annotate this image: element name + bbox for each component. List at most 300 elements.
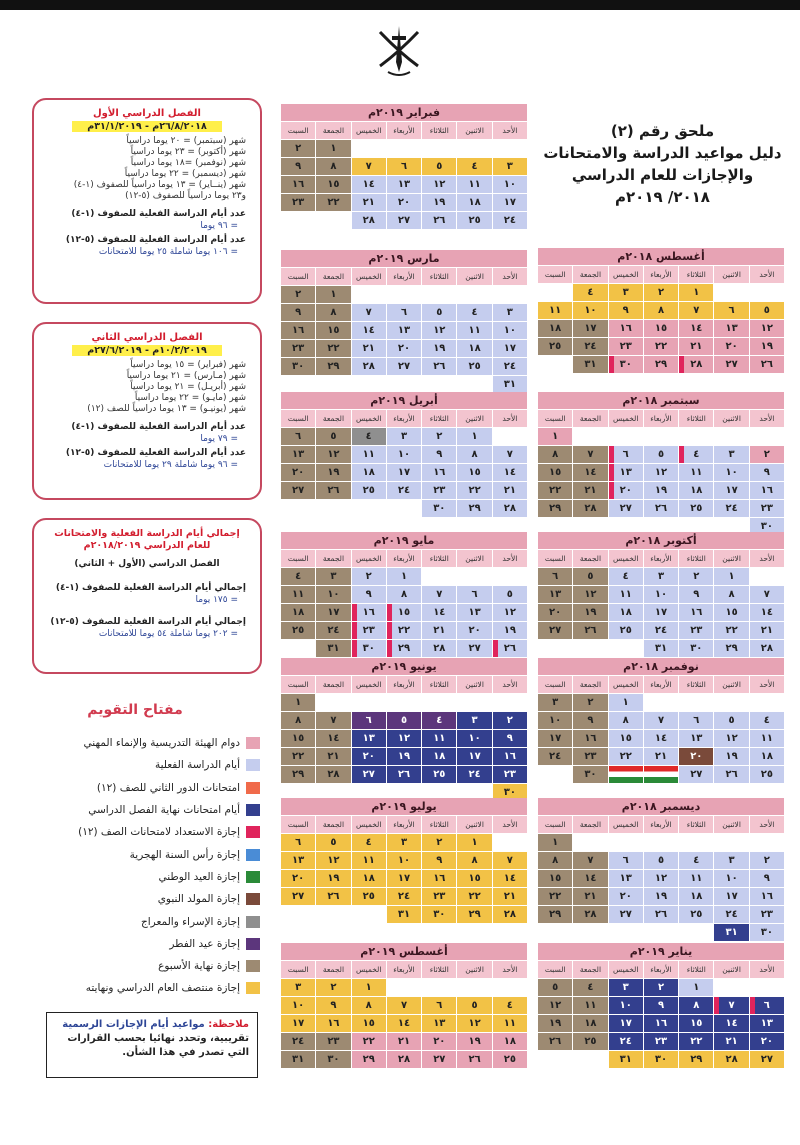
- day-cell: ١٦: [750, 482, 784, 499]
- day-cell: ٦: [750, 997, 784, 1014]
- weekday-header: الاثنين: [714, 266, 748, 283]
- day-cell: ٨: [644, 302, 678, 319]
- weekday-header: الاثنين: [457, 961, 491, 978]
- empty-cell: [493, 140, 527, 157]
- empty-cell: [316, 376, 350, 393]
- empty-cell: [538, 766, 572, 783]
- legend-title: مفتاح التقويم: [87, 702, 183, 718]
- day-cell: ١١: [281, 586, 315, 603]
- day-cell: ٩: [281, 158, 315, 175]
- empty-cell: [281, 500, 315, 517]
- month-title: أبريل ٢٠١٩م: [281, 392, 527, 409]
- day-cell: ٣: [387, 834, 421, 851]
- day-cell: ٢٥: [679, 906, 713, 923]
- day-cell: ٢٢: [714, 622, 748, 639]
- document-title: [540, 120, 785, 208]
- day-cell: ٢٩: [644, 356, 678, 373]
- day-cell: ٣٠: [352, 640, 386, 657]
- legend-item: [30, 799, 260, 821]
- day-cell: ٢٣: [352, 622, 386, 639]
- day-cell: ٢٢: [281, 748, 315, 765]
- day-cell: ٣: [493, 158, 527, 175]
- month-grid: [281, 816, 527, 923]
- day-cell: ٦: [422, 997, 456, 1014]
- empty-cell: [387, 286, 421, 303]
- month-calendar: [538, 798, 784, 941]
- weekday-header: الثلاثاء: [679, 266, 713, 283]
- day-cell: ١٢: [457, 1015, 491, 1032]
- day-cell: ٩: [352, 586, 386, 603]
- day-cell: ٦: [281, 428, 315, 445]
- day-cell: ٣١: [714, 924, 748, 941]
- day-cell: ٣٠: [750, 924, 784, 941]
- day-cell: ١١: [538, 302, 572, 319]
- legend-swatch: [246, 893, 260, 905]
- day-cell: ١٥: [538, 870, 572, 887]
- legend-item: [30, 910, 260, 932]
- day-cell: ١٥: [457, 464, 491, 481]
- day-cell: ٥: [573, 568, 607, 585]
- day-cell: ١٢: [644, 870, 678, 887]
- empty-cell: [644, 766, 678, 783]
- legend-label: إجازة الإسراء والمعراج: [140, 915, 240, 928]
- month-calendar: [538, 943, 784, 1068]
- term1-dates: ٢٦/٨/٢٠١٨م - ٣١/١/٢٠١٩م: [72, 121, 222, 132]
- month-title: فبراير ٢٠١٩م: [281, 104, 527, 121]
- day-cell: ٢٣: [750, 500, 784, 517]
- weekday-header: السبت: [281, 550, 315, 567]
- day-cell: ٤: [609, 568, 643, 585]
- weekday-header: الثلاثاء: [422, 961, 456, 978]
- weekday-header: الثلاثاء: [422, 122, 456, 139]
- day-cell: ٨: [387, 586, 421, 603]
- day-cell: ١٩: [714, 748, 748, 765]
- day-cell: ٢٤: [714, 500, 748, 517]
- day-cell: ٩: [316, 997, 350, 1014]
- day-cell: ٧: [493, 446, 527, 463]
- legend-label: إجازة منتصف العام الدراسي ونهايته: [85, 982, 240, 995]
- weekday-header: الثلاثاء: [679, 961, 713, 978]
- empty-cell: [352, 376, 386, 393]
- note-key: ملاحظة:: [208, 1019, 249, 1030]
- day-cell: ٢٨: [352, 358, 386, 375]
- day-cell: ٣١: [387, 906, 421, 923]
- empty-cell: [644, 924, 678, 941]
- day-cell: ١١: [679, 870, 713, 887]
- empty-cell: [714, 979, 748, 996]
- day-cell: ١٩: [538, 1015, 572, 1032]
- weekday-header: الجمعة: [316, 816, 350, 833]
- day-cell: ٦: [714, 302, 748, 319]
- day-cell: ٢٦: [457, 1051, 491, 1068]
- weekday-header: الأربعاء: [387, 676, 421, 693]
- day-cell: ٧: [387, 997, 421, 1014]
- empty-cell: [644, 834, 678, 851]
- day-cell: ١٦: [352, 604, 386, 621]
- weekday-header: الخميس: [609, 961, 643, 978]
- day-cell: ٢٨: [679, 356, 713, 373]
- day-cell: ٤: [679, 446, 713, 463]
- day-cell: ٢٢: [457, 482, 491, 499]
- day-cell: ٧: [679, 302, 713, 319]
- month-grid: [538, 266, 784, 373]
- empty-cell: [609, 428, 643, 445]
- legend-swatch: [246, 849, 260, 861]
- day-cell: ١٣: [679, 730, 713, 747]
- day-cell: ٢٠: [679, 748, 713, 765]
- weekday-header: الخميس: [352, 122, 386, 139]
- day-cell: ٣٠: [609, 356, 643, 373]
- term2-title: الفصل الدراسي الثاني: [91, 332, 203, 343]
- month-grid: [538, 676, 784, 783]
- day-cell: ١٢: [644, 464, 678, 481]
- calendar-legend: [30, 732, 260, 1000]
- day-cell: ٢٨: [573, 906, 607, 923]
- empty-cell: [493, 834, 527, 851]
- day-cell: ١٩: [573, 604, 607, 621]
- day-cell: ٢١: [679, 338, 713, 355]
- day-cell: ١٧: [281, 1015, 315, 1032]
- term1-total-label-2: عدد أيام الدراسة الفعلية للصفوف (٥-١٢): [65, 235, 246, 245]
- top-border: [0, 0, 800, 10]
- day-cell: ١٣: [457, 604, 491, 621]
- day-cell: ٢٩: [538, 906, 572, 923]
- day-cell: ٥: [457, 997, 491, 1014]
- day-cell: ٢٤: [714, 906, 748, 923]
- empty-cell: [387, 694, 421, 711]
- day-cell: ١٢: [538, 997, 572, 1014]
- month-title: أغسطس ٢٠١٩م: [281, 943, 527, 960]
- day-cell: ٢٥: [422, 766, 456, 783]
- day-cell: ٢٧: [352, 766, 386, 783]
- day-cell: ٢٢: [644, 338, 678, 355]
- day-cell: ٢٦: [750, 356, 784, 373]
- day-cell: ١١: [679, 464, 713, 481]
- day-cell: ٨: [316, 158, 350, 175]
- weekday-header: الاثنين: [457, 410, 491, 427]
- academic-year: ٢٠١٨/ ٢٠١٩م: [615, 188, 710, 206]
- day-cell: ٢٧: [387, 358, 421, 375]
- term1-line: شهر (ديسمبر) = ٢٢ يوما دراسياً: [124, 169, 246, 179]
- empty-cell: [457, 286, 491, 303]
- month-calendar: [538, 658, 784, 783]
- weekday-header: السبت: [281, 816, 315, 833]
- year-total-box: [32, 518, 262, 674]
- day-cell: ٢٤: [457, 766, 491, 783]
- term1-total-value-2: = ١٠٦ يوما شاملة ٢٥ يوما للامتحانات: [98, 247, 238, 257]
- day-cell: ٥: [714, 712, 748, 729]
- weekday-header: الجمعة: [573, 410, 607, 427]
- legend-item: [30, 933, 260, 955]
- empty-cell: [457, 979, 491, 996]
- day-cell: ٢: [679, 568, 713, 585]
- day-cell: ١٥: [316, 176, 350, 193]
- day-cell: ١: [316, 140, 350, 157]
- day-cell: ٢٥: [609, 622, 643, 639]
- day-cell: ١١: [457, 176, 491, 193]
- day-cell: ٣١: [644, 640, 678, 657]
- day-cell: ١١: [573, 997, 607, 1014]
- day-cell: ٢٧: [714, 356, 748, 373]
- day-cell: ٩: [644, 997, 678, 1014]
- day-cell: ١١: [609, 586, 643, 603]
- day-cell: ٢٤: [644, 622, 678, 639]
- day-cell: ١٣: [750, 1015, 784, 1032]
- weekday-header: الأربعاء: [387, 122, 421, 139]
- day-cell: ٢١: [644, 748, 678, 765]
- day-cell: ١٨: [573, 1015, 607, 1032]
- day-cell: ٣: [316, 568, 350, 585]
- weekday-header: الجمعة: [573, 816, 607, 833]
- day-cell: ٩: [422, 446, 456, 463]
- day-cell: ١٤: [493, 870, 527, 887]
- day-cell: ٢٩: [679, 1051, 713, 1068]
- day-cell: ١٠: [387, 446, 421, 463]
- day-cell: ٢١: [422, 622, 456, 639]
- day-cell: ١٨: [352, 870, 386, 887]
- day-cell: ١٦: [422, 870, 456, 887]
- weekday-header: الاثنين: [714, 816, 748, 833]
- weekday-header: الثلاثاء: [422, 410, 456, 427]
- weekday-header: الخميس: [352, 961, 386, 978]
- total-title: إجمالي أيام الدراسة الفعلية والامتحانات للعام الدراسي ٢٠١٨/٢٠١٩م: [54, 528, 240, 551]
- day-cell: ٢: [281, 286, 315, 303]
- day-cell: ١٠: [573, 302, 607, 319]
- empty-cell: [714, 284, 748, 301]
- day-cell: ٤: [573, 284, 607, 301]
- day-cell: ٥: [538, 979, 572, 996]
- day-cell: ٢٠: [387, 340, 421, 357]
- day-cell: ١٠: [493, 176, 527, 193]
- day-cell: ٥: [422, 304, 456, 321]
- day-cell: ١٢: [493, 604, 527, 621]
- empty-cell: [316, 694, 350, 711]
- legend-swatch: [246, 737, 260, 749]
- day-cell: ١٨: [352, 464, 386, 481]
- empty-cell: [609, 640, 643, 657]
- month-calendar: [281, 798, 527, 923]
- legend-swatch: [246, 916, 260, 928]
- day-cell: ١٧: [609, 1015, 643, 1032]
- day-cell: ٢٠: [281, 870, 315, 887]
- day-cell: ١: [609, 694, 643, 711]
- weekday-header: الاثنين: [457, 816, 491, 833]
- weekday-header: السبت: [281, 268, 315, 285]
- empty-cell: [714, 428, 748, 445]
- legend-swatch: [246, 782, 260, 794]
- empty-cell: [679, 694, 713, 711]
- day-cell: ١١: [493, 1015, 527, 1032]
- day-cell: ٢: [281, 140, 315, 157]
- day-cell: ١٨: [281, 604, 315, 621]
- month-title: مايو ٢٠١٩م: [281, 532, 527, 549]
- day-cell: ٢٨: [493, 906, 527, 923]
- weekday-header: الأربعاء: [387, 816, 421, 833]
- empty-cell: [714, 834, 748, 851]
- empty-cell: [750, 428, 784, 445]
- title-line-1: دليل مواعيد الدراسة والامتحانات: [543, 144, 782, 162]
- day-cell: ١٧: [714, 888, 748, 905]
- weekday-header: الاثنين: [714, 961, 748, 978]
- day-cell: ٢٣: [493, 766, 527, 783]
- day-cell: ١٩: [644, 888, 678, 905]
- empty-cell: [387, 376, 421, 393]
- empty-cell: [750, 834, 784, 851]
- day-cell: ٢: [422, 834, 456, 851]
- day-cell: ٢٢: [316, 194, 350, 211]
- day-cell: ٢: [750, 446, 784, 463]
- day-cell: ١٠: [493, 322, 527, 339]
- day-cell: ٣: [493, 304, 527, 321]
- day-cell: ٢٣: [644, 1033, 678, 1050]
- empty-cell: [573, 1051, 607, 1068]
- empty-cell: [457, 568, 491, 585]
- day-cell: ١٤: [316, 730, 350, 747]
- day-cell: ٢٠: [750, 1033, 784, 1050]
- day-cell: ٢٦: [644, 500, 678, 517]
- weekday-header: الجمعة: [316, 550, 350, 567]
- day-cell: ١٦: [679, 604, 713, 621]
- day-cell: ١١: [352, 446, 386, 463]
- term2-total-value-2: = ٩٦ يوما شاملة ٢٩ يوما للامتحانات: [103, 460, 238, 470]
- term2-summary-box: [32, 322, 262, 500]
- weekday-header: الثلاثاء: [422, 550, 456, 567]
- day-cell: ٣٠: [573, 766, 607, 783]
- weekday-header: السبت: [538, 410, 572, 427]
- weekday-header: الخميس: [352, 268, 386, 285]
- day-cell: ١٤: [493, 464, 527, 481]
- weekday-header: الثلاثاء: [422, 676, 456, 693]
- legend-item: [30, 732, 260, 754]
- total-label-2: إجمالي أيام الدراسة الفعلية للصفوف (٥-١٢): [50, 617, 246, 627]
- day-cell: ١١: [750, 730, 784, 747]
- day-cell: ٣١: [493, 376, 527, 393]
- day-cell: ٧: [644, 712, 678, 729]
- day-cell: ١٤: [573, 870, 607, 887]
- day-cell: ٢١: [493, 482, 527, 499]
- day-cell: ٢: [422, 428, 456, 445]
- day-cell: ٢٧: [750, 1051, 784, 1068]
- day-cell: ٩: [679, 586, 713, 603]
- day-cell: ١٨: [493, 1033, 527, 1050]
- day-cell: ١٩: [316, 870, 350, 887]
- term2-total-label-1: عدد أيام الدراسة الفعلية للصفوف (١-٤): [71, 422, 246, 432]
- day-cell: ١٢: [316, 852, 350, 869]
- day-cell: ٧: [493, 852, 527, 869]
- day-cell: ٢٦: [316, 482, 350, 499]
- day-cell: ٢٢: [679, 1033, 713, 1050]
- day-cell: ٣: [714, 446, 748, 463]
- day-cell: ٢: [352, 568, 386, 585]
- day-cell: ٢٥: [538, 338, 572, 355]
- day-cell: ٢٧: [281, 482, 315, 499]
- weekday-header: الجمعة: [573, 676, 607, 693]
- day-cell: ١: [387, 568, 421, 585]
- day-cell: ٢٩: [281, 766, 315, 783]
- day-cell: ١٤: [352, 322, 386, 339]
- day-cell: ٢٨: [316, 766, 350, 783]
- empty-cell: [281, 906, 315, 923]
- day-cell: ٢٩: [714, 640, 748, 657]
- day-cell: ١٧: [644, 604, 678, 621]
- day-cell: ٢٢: [387, 622, 421, 639]
- day-cell: ٢٤: [573, 338, 607, 355]
- day-cell: ٢٨: [493, 500, 527, 517]
- day-cell: ٥: [387, 712, 421, 729]
- day-cell: ٢٧: [457, 640, 491, 657]
- day-cell: ٢٣: [316, 1033, 350, 1050]
- weekday-header: الاثنين: [457, 676, 491, 693]
- day-cell: ٥: [316, 428, 350, 445]
- weekday-header: الجمعة: [573, 550, 607, 567]
- weekday-header: الجمعة: [573, 961, 607, 978]
- day-cell: ٢٢: [538, 482, 572, 499]
- weekday-header: الأحد: [750, 816, 784, 833]
- day-cell: ٢: [750, 852, 784, 869]
- day-cell: ٢٣: [750, 906, 784, 923]
- day-cell: ٤: [573, 979, 607, 996]
- day-cell: ١: [457, 834, 491, 851]
- weekday-header: الجمعة: [316, 410, 350, 427]
- day-cell: ١٥: [387, 604, 421, 621]
- day-cell: ٦: [457, 586, 491, 603]
- legend-item: [30, 866, 260, 888]
- term1-line: شهر (نوفمبر) =١٨ يوما دراسياً: [130, 158, 246, 168]
- empty-cell: [750, 284, 784, 301]
- day-cell: ٨: [609, 712, 643, 729]
- weekday-header: الأربعاء: [387, 550, 421, 567]
- day-cell: ١٧: [457, 748, 491, 765]
- day-cell: ٢٧: [281, 888, 315, 905]
- day-cell: ٢٨: [387, 1051, 421, 1068]
- legend-label: إجازة الاستعداد لامتحانات الصف (١٢): [78, 826, 240, 839]
- day-cell: ٤: [493, 997, 527, 1014]
- day-cell: ١٩: [750, 338, 784, 355]
- day-cell: ١٠: [714, 870, 748, 887]
- day-cell: ٢٦: [316, 888, 350, 905]
- day-cell: ١٩: [644, 482, 678, 499]
- empty-cell: [538, 924, 572, 941]
- weekday-header: الأحد: [493, 816, 527, 833]
- day-cell: ٩: [422, 852, 456, 869]
- day-cell: ١: [538, 428, 572, 445]
- day-cell: ١٧: [538, 730, 572, 747]
- empty-cell: [493, 286, 527, 303]
- day-cell: ١١: [422, 730, 456, 747]
- empty-cell: [609, 766, 643, 783]
- day-cell: ٣: [609, 284, 643, 301]
- month-grid: [538, 410, 784, 535]
- title-line-2: والإجازات للعام الدراسي: [571, 166, 754, 184]
- empty-cell: [493, 568, 527, 585]
- empty-cell: [422, 286, 456, 303]
- day-cell: ١٦: [493, 748, 527, 765]
- empty-cell: [457, 694, 491, 711]
- day-cell: ١٥: [714, 604, 748, 621]
- weekday-header: الخميس: [352, 816, 386, 833]
- day-cell: ١٨: [679, 482, 713, 499]
- month-grid: [538, 816, 784, 941]
- weekday-header: السبت: [281, 676, 315, 693]
- day-cell: ٩: [493, 730, 527, 747]
- day-cell: ١١: [352, 852, 386, 869]
- legend-label: أيام امتحانات نهاية الفصل الدراسي: [88, 804, 240, 817]
- empty-cell: [538, 356, 572, 373]
- weekday-header: الأربعاء: [387, 961, 421, 978]
- empty-cell: [573, 640, 607, 657]
- day-cell: ١٩: [316, 464, 350, 481]
- day-cell: ٣: [644, 568, 678, 585]
